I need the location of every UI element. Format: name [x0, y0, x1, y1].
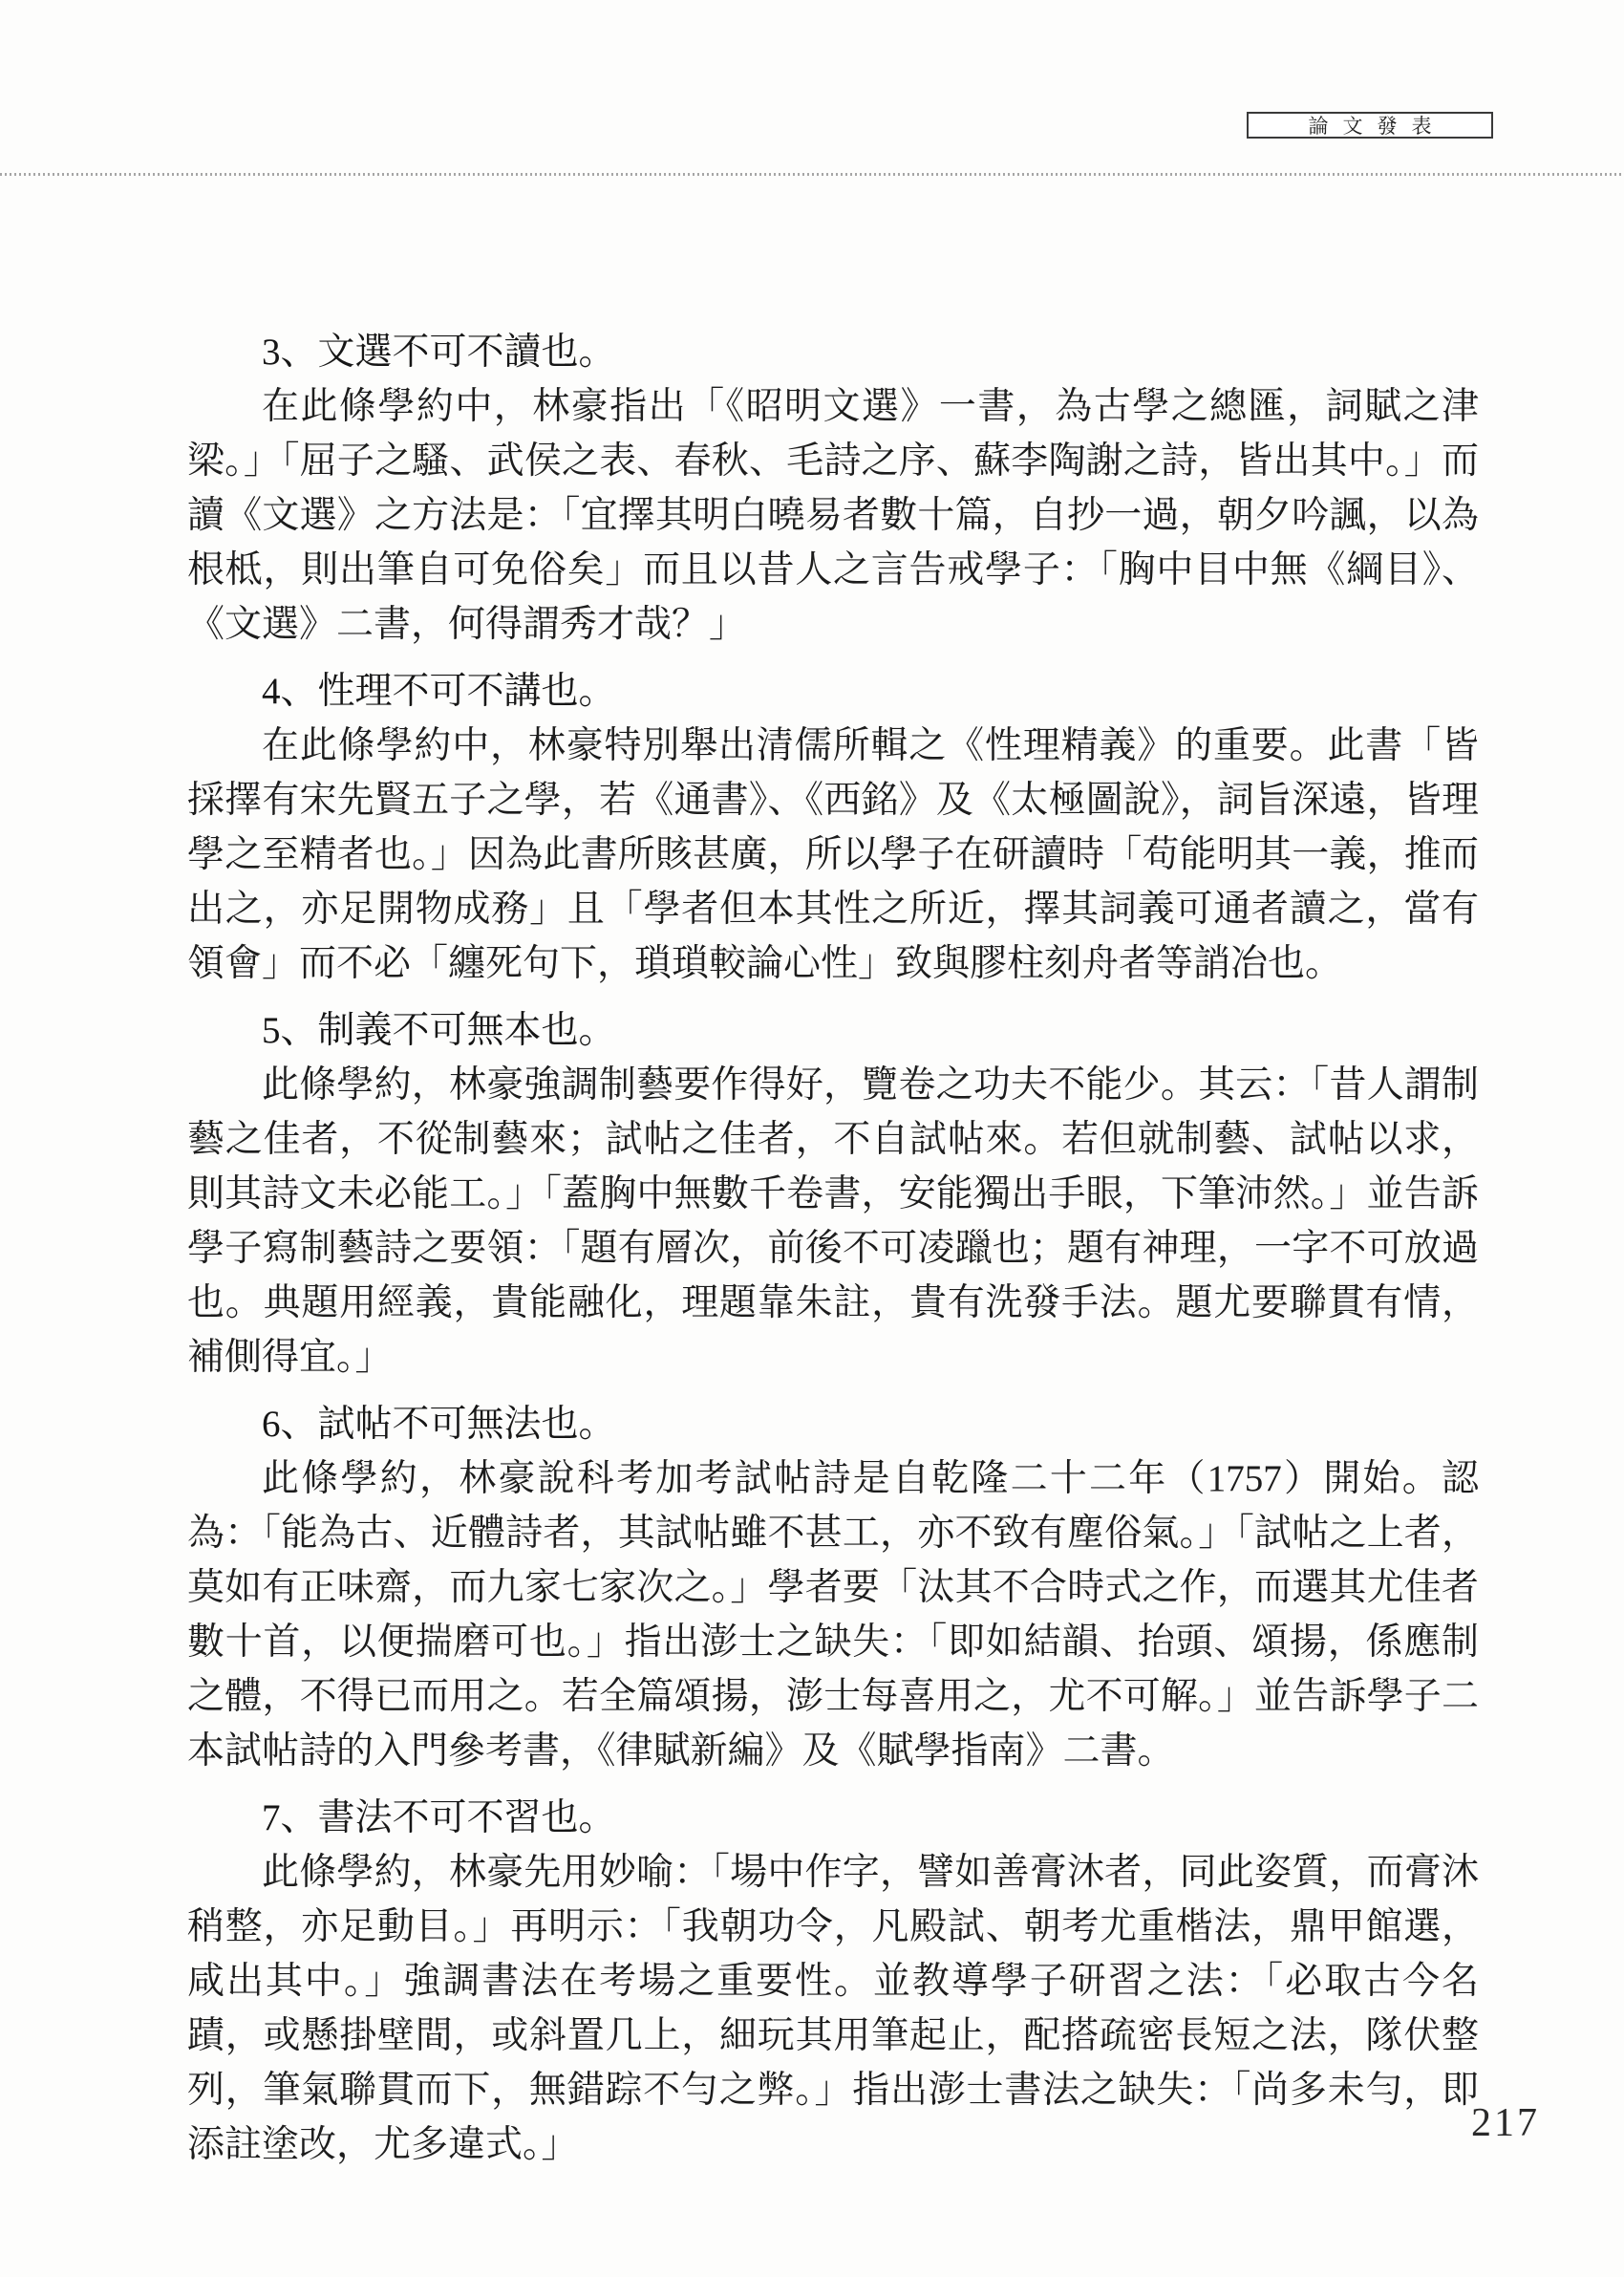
running-head-box: [1247, 112, 1493, 139]
section-paragraph: 此條學約，林豪先用妙喻：「場中作字，譬如善膏沐者，同此姿質，而膏沐稍整，亦足動目。」再明示：「我朝功令，凡殿試、朝考尤重楷法，鼎甲館選，咸出其中。」強調書法在考場之重要性。並教導學子研習之法：「必取古今名蹟，或懸掛壁間，或斜置几上，細玩其用筆起止，配搭疏密長短之法，隊伏整列，筆氣聯貫而下，無錯踪不勻之弊。」指出澎士書法之缺失：「尚多未勻，即添註塗改，尤多違式。」: [187, 1852, 1479, 2165]
section-heading: 6、試帖不可無法也。: [262, 1404, 616, 1445]
section-heading: 5、制義不可無本也。: [262, 1010, 616, 1051]
section-heading: 3、文選不可不讀也。: [262, 332, 616, 373]
running-head-title: 論文發表: [1308, 115, 1446, 138]
section-heading: 4、性理不可不講也。: [262, 671, 616, 712]
page-content: [187, 312, 1479, 2172]
section-paragraph: 在此條學約中，林豪指出「《昭明文選》一書，為古學之總匯，詞賦之津梁。」「屈子之騷、武侯之表、春秋、毛詩之序、蘇李陶謝之詩，皆出其中。」而讀《文選》之方法是：「宜擇其明白曉易者數十篇，自抄一過，朝夕吟諷，以為根柢，則出筆自可免俗矣」而且以昔人之言告戒學子：「胸中目中無《綱目》、《文選》二書，何得謂秀才哉？」: [187, 386, 1479, 645]
section-heading: 7、書法不可不習也。: [262, 1797, 616, 1838]
header-divider: [0, 173, 1624, 176]
section-5: [187, 991, 1479, 1385]
section-paragraph: 此條學約，林豪強調制藝要作得好，覽卷之功夫不能少。其云：「昔人謂制藝之佳者，不從制藝來；試帖之佳者，不自試帖來。若但就制藝、試帖以求，則其詩文未必能工。」「蓋胸中無數千卷書，安能獨出手眼，下筆沛然。」並告訴學子寫制藝詩之要領：「題有層次，前後不可凌躐也；題有神理，一字不可放過也。典題用經義，貴能融化，理題靠朱註，貴有洗發手法。題尤要聯貫有情，補側得宜。」: [187, 1064, 1479, 1378]
page-number: 217: [1471, 2101, 1540, 2145]
section-3: [187, 312, 1479, 652]
section-6: [187, 1385, 1479, 1778]
section-paragraph: 在此條學約中，林豪特別舉出清儒所輯之《性理精義》的重要。此書「皆採擇有宋先賢五子之學，若《通書》、《西銘》及《太極圖說》，詞旨深遠，皆理學之至精者也。」因為此書所賅甚廣，所以學子在研讀時「苟能明其一義，推而出之，亦足開物成務」且「學者但本其性之所近，擇其詞義可通者讀之，當有領會」而不必「纏死句下，瑣瑣較論心性」致與膠柱刻舟者等誚冶也。: [187, 725, 1479, 984]
section-7: [187, 1778, 1479, 2172]
section-paragraph: 此條學約，林豪說科考加考試帖詩是自乾隆二十二年（1757）開始。認為：「能為古、近體詩者，其試帖雖不甚工，亦不致有塵俗氣。」「試帖之上者，莫如有正味齋，而九家七家次之。」學者要「汰其不合時式之作，而選其尤佳者數十首，以便揣磨可也。」指出澎士之缺失：「即如結韻、抬頭、頌揚，係應制之體，不得已而用之。若全篇頌揚，澎士每喜用之，尤不可解。」並告訴學子二本試帖詩的入門參考書，《律賦新編》及《賦學指南》二書。: [187, 1458, 1479, 1772]
section-4: [187, 652, 1479, 991]
